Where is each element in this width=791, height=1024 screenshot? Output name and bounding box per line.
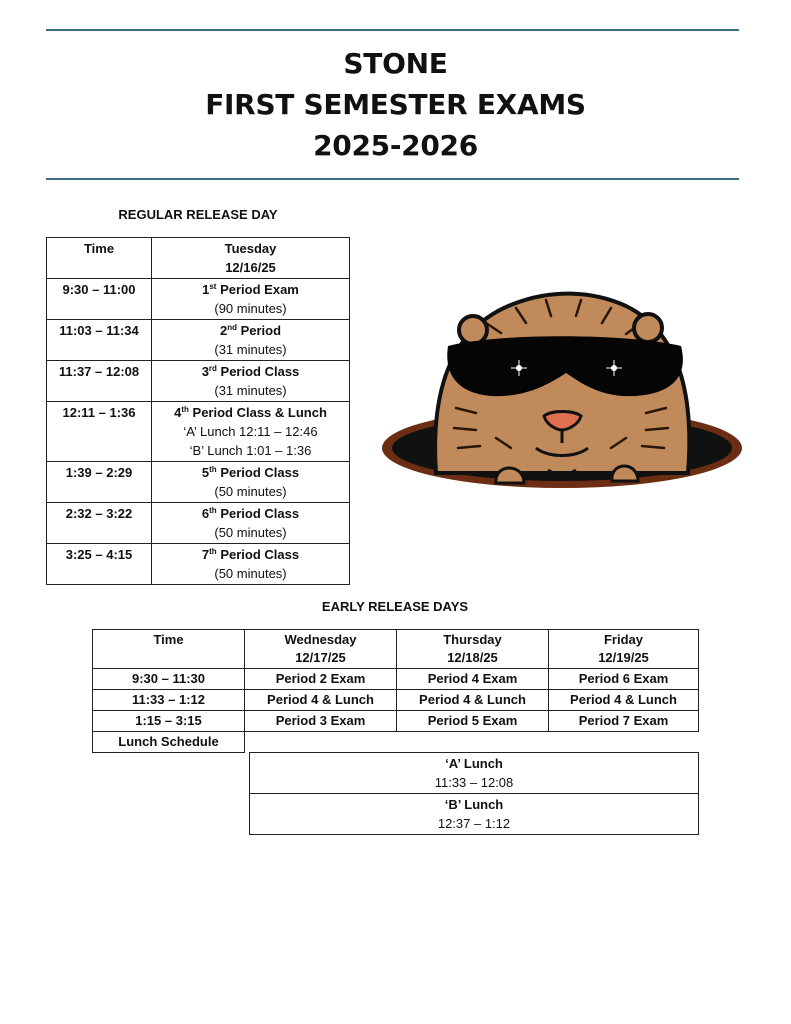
table-row — [47, 320, 350, 361]
lunch-times-table — [249, 752, 699, 835]
lunch-schedule-label: Lunch Schedule — [93, 732, 245, 753]
lunch-schedule-row — [93, 732, 699, 753]
title-school: STONE — [343, 47, 448, 80]
table-row — [47, 361, 350, 402]
row-period: 5th Period Class (50 minutes) — [152, 462, 350, 503]
header-time: Time — [47, 238, 152, 279]
lunch-b-name: ‘B’ Lunch — [444, 797, 504, 812]
table-row — [93, 690, 699, 711]
lunch-a-time: 11:33 – 12:08 — [434, 775, 514, 790]
row-time: 11:37 – 12:08 — [47, 361, 152, 402]
table-row — [47, 544, 350, 585]
row-period: 6th Period Class (50 minutes) — [152, 503, 350, 544]
cell-friday: Period 7 Exam — [549, 711, 699, 732]
row-period: 7th Period Class (50 minutes) — [152, 544, 350, 585]
table-row — [47, 503, 350, 544]
table-row — [47, 402, 350, 462]
table-row — [47, 279, 350, 320]
row-time: 11:03 – 11:34 — [47, 320, 152, 361]
row-time: 1:39 – 2:29 — [47, 462, 152, 503]
regular-release-table — [46, 237, 350, 585]
cell-thursday: Period 5 Exam — [397, 711, 549, 732]
early-release-table — [92, 629, 699, 753]
table-header-row — [47, 238, 350, 279]
header-thursday: Thursday 12/18/25 — [397, 630, 549, 669]
row-period: 1st Period Exam (90 minutes) — [152, 279, 350, 320]
header-day: Tuesday 12/16/25 — [152, 238, 350, 279]
table-row — [93, 669, 699, 690]
header-time: Time — [93, 630, 245, 669]
top-rule — [46, 29, 739, 31]
lunch-b-time: 12:37 – 1:12 — [437, 816, 511, 831]
row-period: 3rd Period Class (31 minutes) — [152, 361, 350, 402]
row-time: 3:25 – 4:15 — [47, 544, 152, 585]
row-time: 1:15 – 3:15 — [93, 711, 245, 732]
lunch-row-b — [250, 794, 699, 835]
cell-wednesday: Period 4 & Lunch — [245, 690, 397, 711]
cell-thursday: Period 4 Exam — [397, 669, 549, 690]
early-release-title: EARLY RELEASE DAYS — [321, 599, 469, 614]
header-wednesday: Wednesday 12/17/25 — [245, 630, 397, 669]
lunch-a-name: ‘A’ Lunch — [445, 756, 503, 771]
regular-release-title: REGULAR RELEASE DAY — [118, 207, 278, 222]
row-period: 2nd Period (31 minutes) — [152, 320, 350, 361]
row-time: 12:11 – 1:36 — [47, 402, 152, 462]
cell-wednesday: Period 3 Exam — [245, 711, 397, 732]
cell-friday: Period 4 & Lunch — [549, 690, 699, 711]
bottom-rule — [46, 178, 739, 180]
lunch-row-a — [250, 753, 699, 794]
cell-wednesday: Period 2 Exam — [245, 669, 397, 690]
header-friday: Friday 12/19/25 — [549, 630, 699, 669]
title-year: 2025-2026 — [313, 129, 478, 162]
table-row — [47, 462, 350, 503]
table-header-row — [93, 630, 699, 669]
page-title — [0, 43, 791, 166]
table-row — [93, 711, 699, 732]
row-time: 2:32 – 3:22 — [47, 503, 152, 544]
row-time: 9:30 – 11:30 — [93, 669, 245, 690]
row-time: 9:30 – 11:00 — [47, 279, 152, 320]
row-time: 11:33 – 1:12 — [93, 690, 245, 711]
cell-friday: Period 6 Exam — [549, 669, 699, 690]
cell-thursday: Period 4 & Lunch — [397, 690, 549, 711]
title-exams: FIRST SEMESTER EXAMS — [205, 88, 586, 121]
groundhog-mascot-icon — [376, 278, 748, 498]
row-period: 4th Period Class & Lunch ‘A’ Lunch 12:11 – 12:46 ‘B’ Lunch 1:01 – 1:36 — [152, 402, 350, 462]
